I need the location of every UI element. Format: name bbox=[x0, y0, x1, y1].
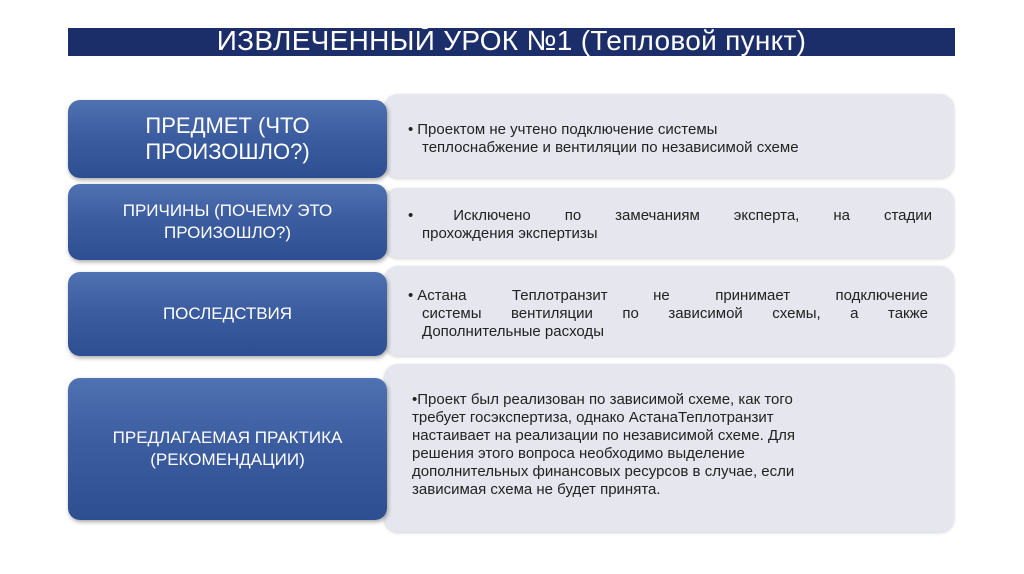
row-2-label-line-1: ПРИЧИНЫ (ПОЧЕМУ ЭТО bbox=[122, 201, 333, 220]
row-4-bullet: • bbox=[412, 391, 418, 408]
row-3-text-line-1: Астана Теплотранзит не принимает подключение bbox=[417, 287, 928, 304]
row-3-text bbox=[408, 287, 928, 341]
row-2-text-line-2: прохождения экспертизы bbox=[422, 225, 598, 242]
row-4-text-line-6: зависимая схема не будет принята. bbox=[412, 481, 661, 498]
row-2-bullet: • bbox=[408, 207, 414, 224]
row-2-label-line-2: ПРОИЗОШЛО?) bbox=[163, 223, 291, 242]
row-1-label-line-1: ПРЕДМЕТ (ЧТО bbox=[145, 113, 310, 138]
row-4-label bbox=[68, 378, 387, 520]
row-2-text-line-1: Исключено по замечаниям эксперта, на стадии bbox=[453, 207, 932, 224]
row-1-text-line-1: Проектом не учтено подключение системы bbox=[417, 121, 718, 138]
row-1-text bbox=[408, 121, 928, 157]
row-2-label bbox=[68, 184, 387, 260]
row-4-text-line-2: требует госэкспертиза, однако АстанаТеплотранзит bbox=[412, 409, 774, 426]
row-1-bullet: • bbox=[408, 121, 414, 138]
row-3-bullet: • bbox=[408, 287, 414, 304]
row-4-text-line-5: дополнительных финансовых ресурсов в случае, если bbox=[412, 463, 795, 480]
slide-title: ИЗВЛЕЧЕННЫЙ УРОК №1 (Тепловой пункт) bbox=[216, 25, 807, 56]
row-3-text-line-3: Дополнительные расходы bbox=[422, 323, 604, 340]
row-4-text-line-3: настаивает на реализации по независимой схеме. Для bbox=[412, 427, 796, 444]
row-4-text bbox=[412, 391, 932, 499]
row-1-label bbox=[68, 100, 387, 178]
row-3-text-line-2: системы вентиляции по зависимой схемы, а также bbox=[422, 305, 928, 322]
row-3-label bbox=[68, 272, 387, 356]
row-4-text-line-4: решения этого вопроса необходимо выделение bbox=[412, 445, 745, 462]
row-4-label-line-2: (РЕКОМЕНДАЦИИ) bbox=[150, 450, 305, 469]
row-1-text-line-2: теплоснабжение и вентиляции по независимой схеме bbox=[422, 139, 799, 156]
row-3-label-line-1: ПОСЛЕДСТВИЯ bbox=[162, 304, 293, 323]
row-4-text-line-1: Проект был реализован по зависимой схеме, как того bbox=[417, 391, 793, 408]
row-4-label-line-1: ПРЕДЛАГАЕМАЯ ПРАКТИКА bbox=[112, 428, 343, 447]
title-bar bbox=[68, 25, 955, 56]
row-2-text bbox=[408, 207, 932, 243]
row-1-label-line-2: ПРОИЗОШЛО?) bbox=[145, 139, 310, 164]
